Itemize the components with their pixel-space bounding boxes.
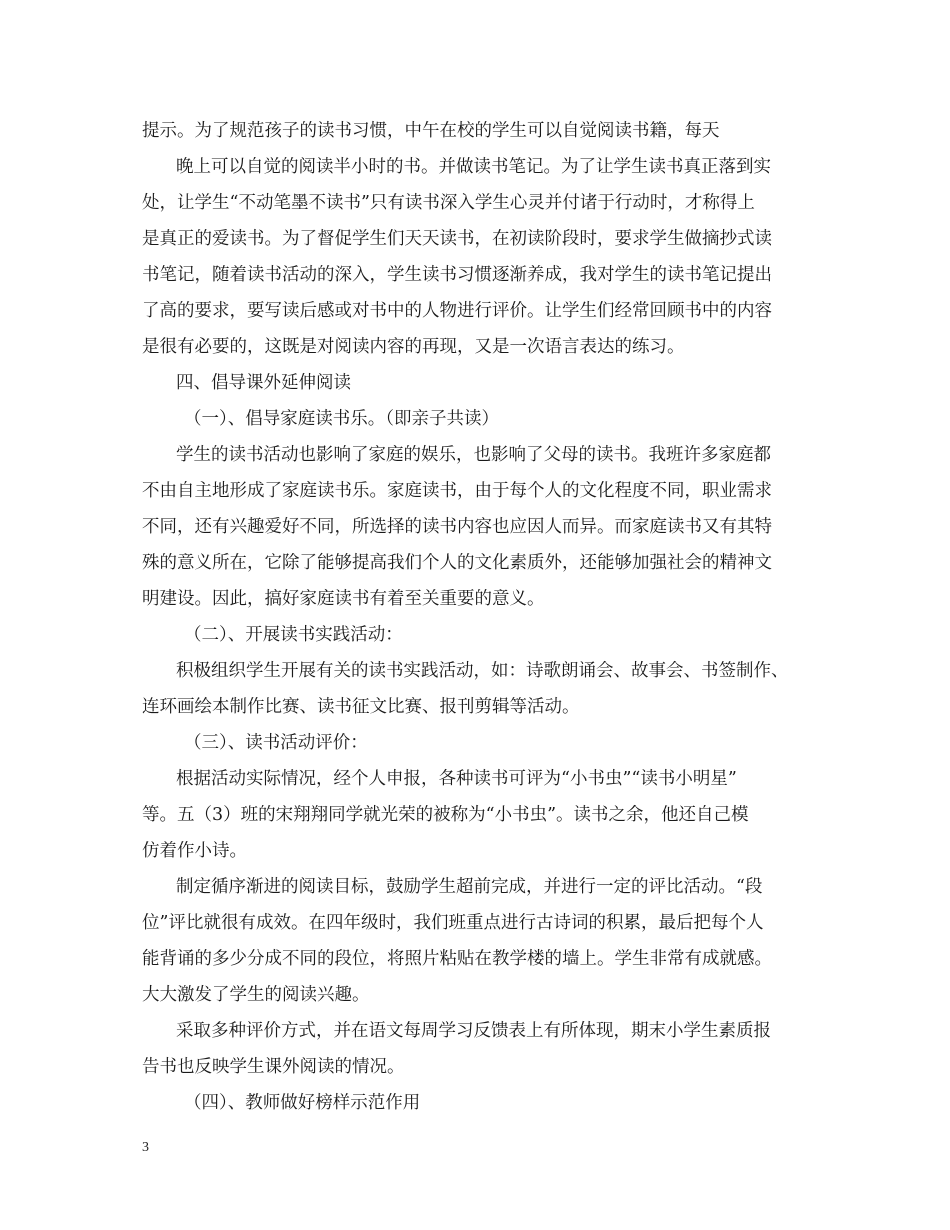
text-line: （三）、读书活动评价：: [184, 733, 368, 753]
text-line: 大大激发了学生的阅读兴趣。: [142, 985, 370, 1005]
text-line: 积极组织学生开展有关的读书实践活动，如：诗歌朗诵会、故事会、书签制作、: [176, 661, 789, 681]
text-line: 书笔记，随着读书活动的深入，学生读书习惯逐渐养成，我对学生的读书笔记提出: [142, 265, 772, 285]
text-line: 了高的要求，要写读后感或对书中的人物进行评价。让学生们经常回顾书中的内容: [142, 301, 772, 321]
text-line: 四、倡导课外延伸阅读: [176, 373, 351, 393]
page-number: 3: [142, 1140, 149, 1155]
text-line: 处，让学生“不动笔墨不读书”只有读书深入学生心灵并付诸于行动时，才称得上: [142, 193, 755, 213]
document-body: [142, 113, 818, 1121]
text-line: 等。五（3）班的宋翔翔同学就光荣的被称为“小书虫”。读书之余，他还自己模: [142, 805, 749, 825]
text-line: 是真正的爱读书。为了督促学生们天天读书，在初读阶段时，要求学生做摘抄式读: [142, 229, 772, 249]
text-line: 殊的意义所在，它除了能够提高我们个人的文化素质外，还能够加强社会的精神文: [142, 553, 772, 573]
text-line: 能背诵的多少分成不同的段位，将照片粘贴在教学楼的墙上。学生非常有成就感。: [142, 949, 772, 969]
text-line: 明建设。因此，搞好家庭读书有着至关重要的意义。: [142, 589, 545, 609]
text-line: 学生的读书活动也影响了家庭的娱乐，也影响了父母的读书。我班许多家庭都: [176, 445, 771, 465]
text-line: 仿着作小诗。: [142, 841, 247, 861]
text-line: 不同，还有兴趣爱好不同，所选择的读书内容也应因人而异。而家庭读书又有其特: [142, 517, 772, 537]
text-line: 告书也反映学生课外阅读的情况。: [142, 1057, 405, 1077]
text-line: （四）、教师做好榜样示范作用: [184, 1093, 421, 1113]
text-line: 晚上可以自觉的阅读半小时的书。并做读书笔记。为了让学生读书真正落到实: [176, 157, 771, 177]
text-line: 是很有必要的，这既是对阅读内容的再现，又是一次语言表达的练习。: [142, 337, 685, 357]
text-line: 制定循序渐进的阅读目标，鼓励学生超前完成，并进行一定的评比活动。“段: [176, 877, 763, 897]
text-line: 采取多种评价方式，并在语文每周学习反馈表上有所体现，期末小学生素质报: [176, 1021, 771, 1041]
text-line: 连环画绘本制作比赛、读书征文比赛、报刊剪辑等活动。: [142, 697, 580, 717]
text-line: 不由自主地形成了家庭读书乐。家庭读书，由于每个人的文化程度不同，职业需求: [142, 481, 772, 501]
text-line: （二）、开展读书实践活动：: [184, 625, 403, 645]
text-line: （一）、倡导家庭读书乐。（即亲子共读）: [184, 409, 499, 429]
text-line: 根据活动实际情况，经个人申报，各种读书可评为“小书虫”“读书小明星”: [176, 769, 737, 789]
text-line: 位”评比就很有成效。在四年级时，我们班重点进行古诗词的积累，最后把每个人: [142, 913, 764, 933]
text-line: 提示。为了规范孩子的读书习惯，中午在校的学生可以自觉阅读书籍，每天: [142, 121, 720, 141]
